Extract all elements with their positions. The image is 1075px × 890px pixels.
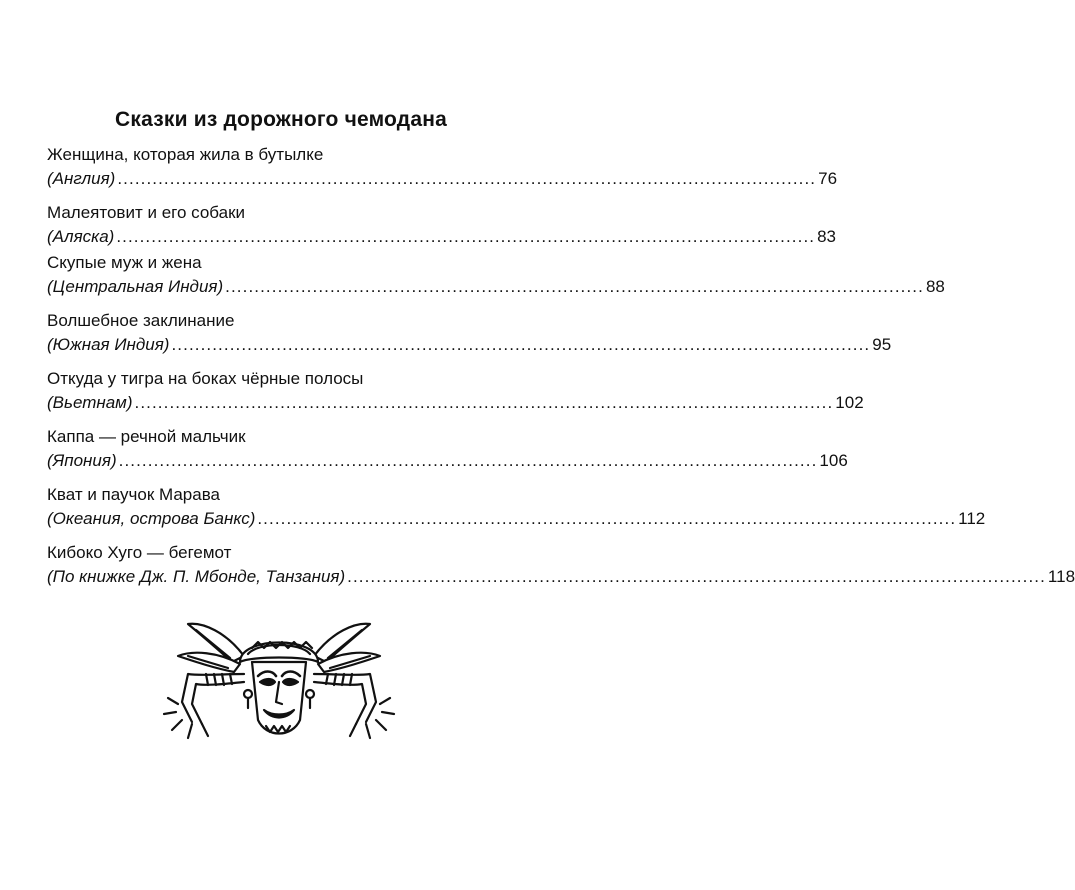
origin-line xyxy=(47,565,1075,589)
story-title: Скупые муж и жена xyxy=(47,253,202,272)
origin-line xyxy=(47,391,864,415)
story-origin: (Аляска) xyxy=(47,227,115,246)
story-origin: (Вьетнам) xyxy=(47,393,133,412)
spider-mask-creature-icon xyxy=(148,612,410,750)
page-number: 106 xyxy=(819,451,848,470)
story-title: Волшебное заклинание xyxy=(47,311,235,330)
toc-entry xyxy=(47,251,945,299)
toc-entry xyxy=(47,367,864,415)
leader-dots: ........................................................................................................................ xyxy=(257,509,957,528)
story-title: Откуда у тигра на боках чёрные полосы xyxy=(47,369,364,388)
page-number: 112 xyxy=(958,509,986,528)
story-title: Каппа — речной мальчик xyxy=(47,427,246,446)
leader-dots: ........................................................................................................................ xyxy=(171,335,871,354)
table-of-contents xyxy=(47,143,1075,589)
page-number: 83 xyxy=(817,227,837,246)
leader-dots: ........................................................................................................................ xyxy=(347,567,1046,586)
toc-entry xyxy=(47,309,892,357)
page-number: 102 xyxy=(835,393,864,412)
toc-entry xyxy=(47,483,986,531)
page-number: 118 xyxy=(1047,567,1075,586)
story-title: Малеятовит и его собаки xyxy=(47,203,246,222)
story-title: Кват и паучок Марава xyxy=(47,485,221,504)
story-origin: (Япония) xyxy=(47,451,117,470)
toc-entry xyxy=(47,425,848,473)
story-origin: (Англия) xyxy=(47,169,116,188)
toc-entry xyxy=(47,541,1075,589)
section-heading: Сказки из дорожного чемодана xyxy=(115,108,447,131)
origin-line xyxy=(47,333,892,357)
page-number: 95 xyxy=(872,335,892,354)
story-origin: (Океания, острова Банкс) xyxy=(47,509,256,528)
leader-dots: ........................................................................................................................ xyxy=(225,277,924,296)
toc-entry xyxy=(47,201,837,249)
story-origin: (Центральная Индия) xyxy=(47,277,224,296)
leader-dots: ........................................................................................................................ xyxy=(117,169,817,188)
leader-dots: ........................................................................................................................ xyxy=(116,227,816,246)
story-origin: (По книжке Дж. П. Мбонде, Танзания) xyxy=(47,567,346,586)
origin-line xyxy=(47,507,986,531)
leader-dots: ........................................................................................................................ xyxy=(134,393,834,412)
origin-line xyxy=(47,225,837,249)
origin-line xyxy=(47,167,838,191)
page-number: 88 xyxy=(925,277,945,296)
story-title: Кибоко Хуго — бегемот xyxy=(47,543,232,562)
toc-entry xyxy=(47,143,838,191)
origin-line xyxy=(47,275,945,299)
story-origin: (Южная Индия) xyxy=(47,335,170,354)
origin-line xyxy=(47,449,848,473)
story-title: Женщина, которая жила в бутылке xyxy=(47,145,324,164)
page-number: 76 xyxy=(818,169,838,188)
leader-dots: ........................................................................................................................ xyxy=(118,451,818,470)
